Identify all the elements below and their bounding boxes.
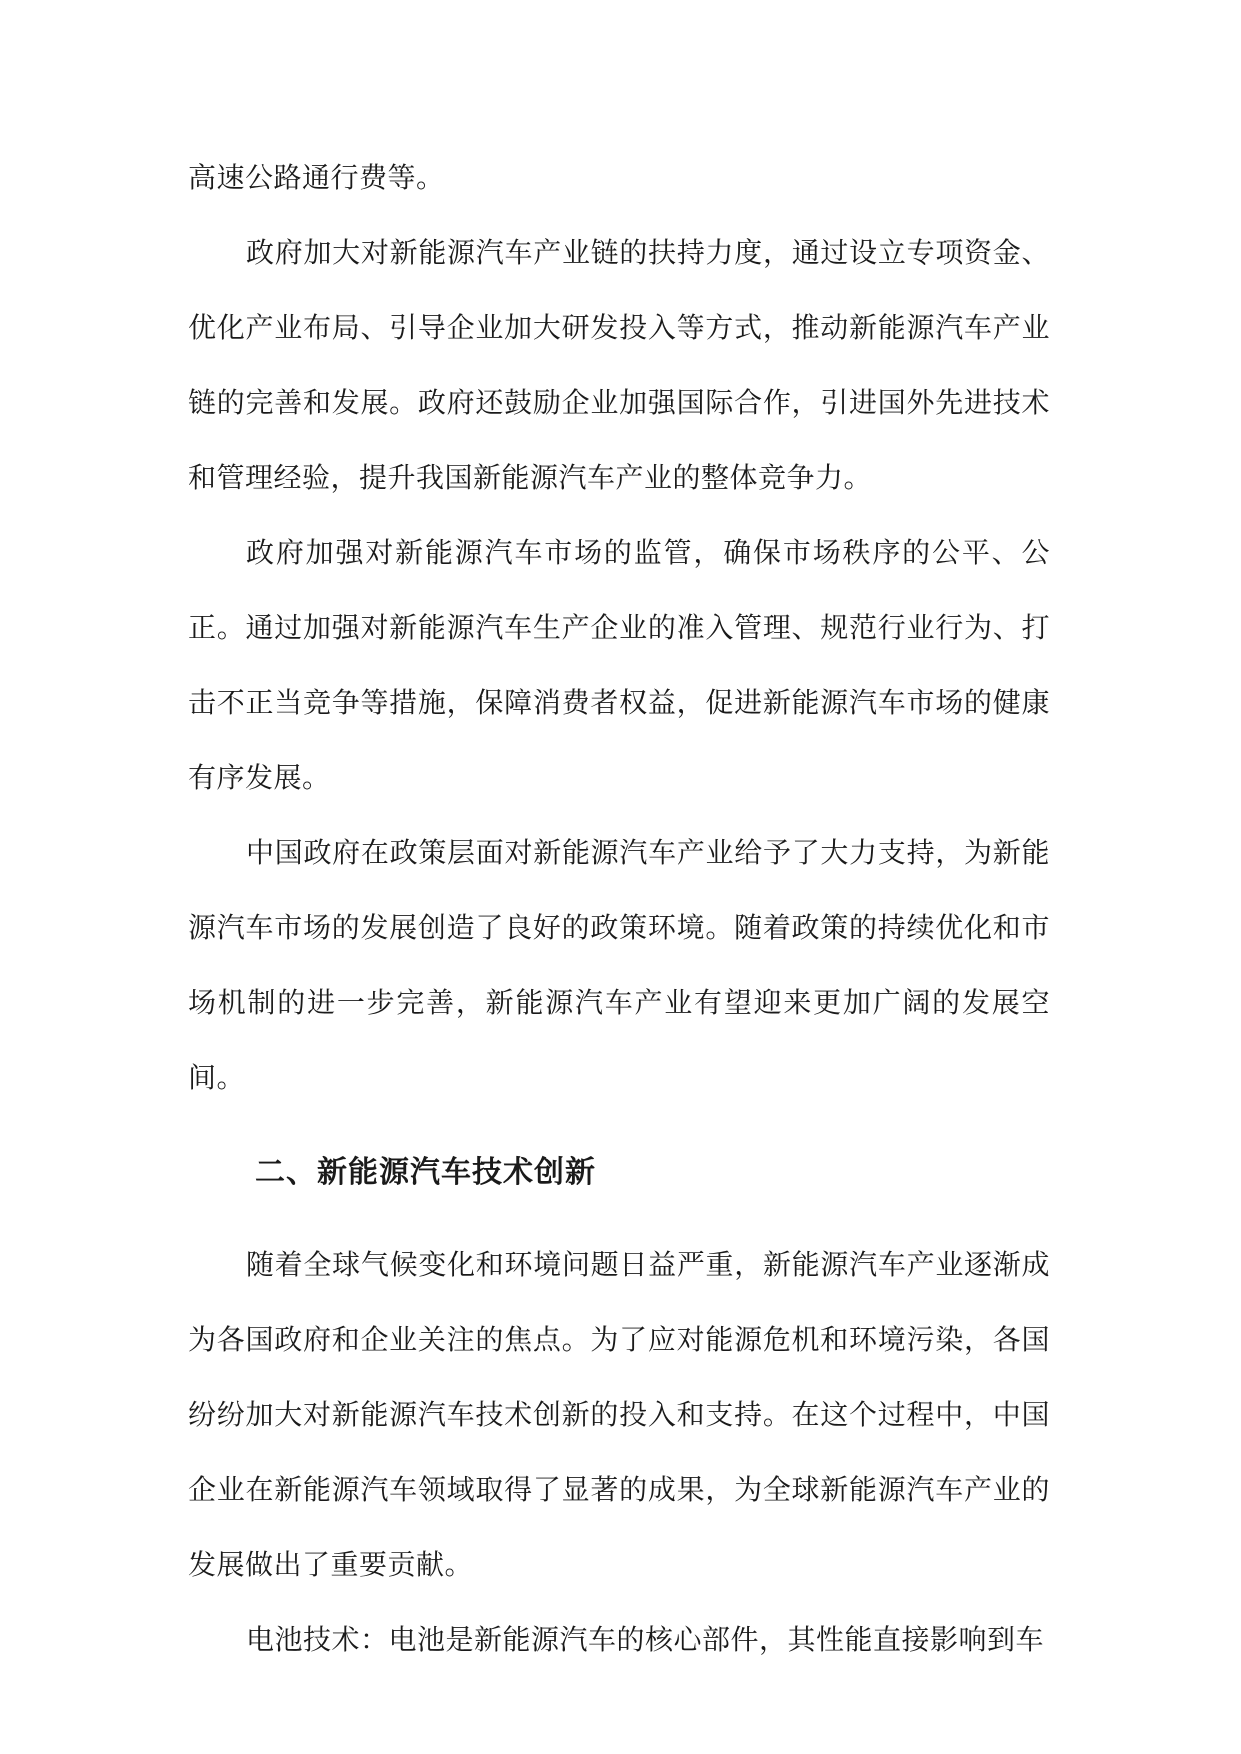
paragraph-policy-summary: 中国政府在政策层面对新能源汽车产业给予了大力支持，为新能源汽车市场的发展创造了良好的政策环境。随着政策的持续优化和市场机制的进一步完善，新能源汽车产业有望迎来更加广阔的发展空间。 [188,836,1050,1094]
document-body [188,140,1050,1677]
paragraph-innovation-intro: 随着全球气候变化和环境问题日益严重，新能源汽车产业逐渐成为各国政府和企业关注的焦点。为了应对能源危机和环境污染，各国纷纷加大对新能源汽车技术创新的投入和支持。在这个过程中，中国企业在新能源汽车领域取得了显著的成果，为全球新能源汽车产业的发展做出了重要贡献。 [188,1248,1050,1581]
paragraph-battery-technology: 电池技术：电池是新能源汽车的核心部件，其性能直接影响到车 [246,1623,1045,1656]
paragraph-market-supervision: 政府加强对新能源汽车市场的监管，确保市场秩序的公平、公正。通过加强对新能源汽车生产企业的准入管理、规范行业行为、打击不正当竞争等措施，保障消费者权益，促进新能源汽车市场的健康有序发展。 [188,536,1050,794]
paragraph-industry-chain-support: 政府加大对新能源汽车产业链的扶持力度，通过设立专项资金、优化产业布局、引导企业加大研发投入等方式，推动新能源汽车产业链的完善和发展。政府还鼓励企业加强国际合作，引进国外先进技术和管理经验，提升我国新能源汽车产业的整体竞争力。 [188,236,1050,494]
section-heading-technology-innovation: 二、新能源汽车技术创新 [255,1155,596,1190]
paragraph-continuation: 高速公路通行费等。 [188,161,445,194]
